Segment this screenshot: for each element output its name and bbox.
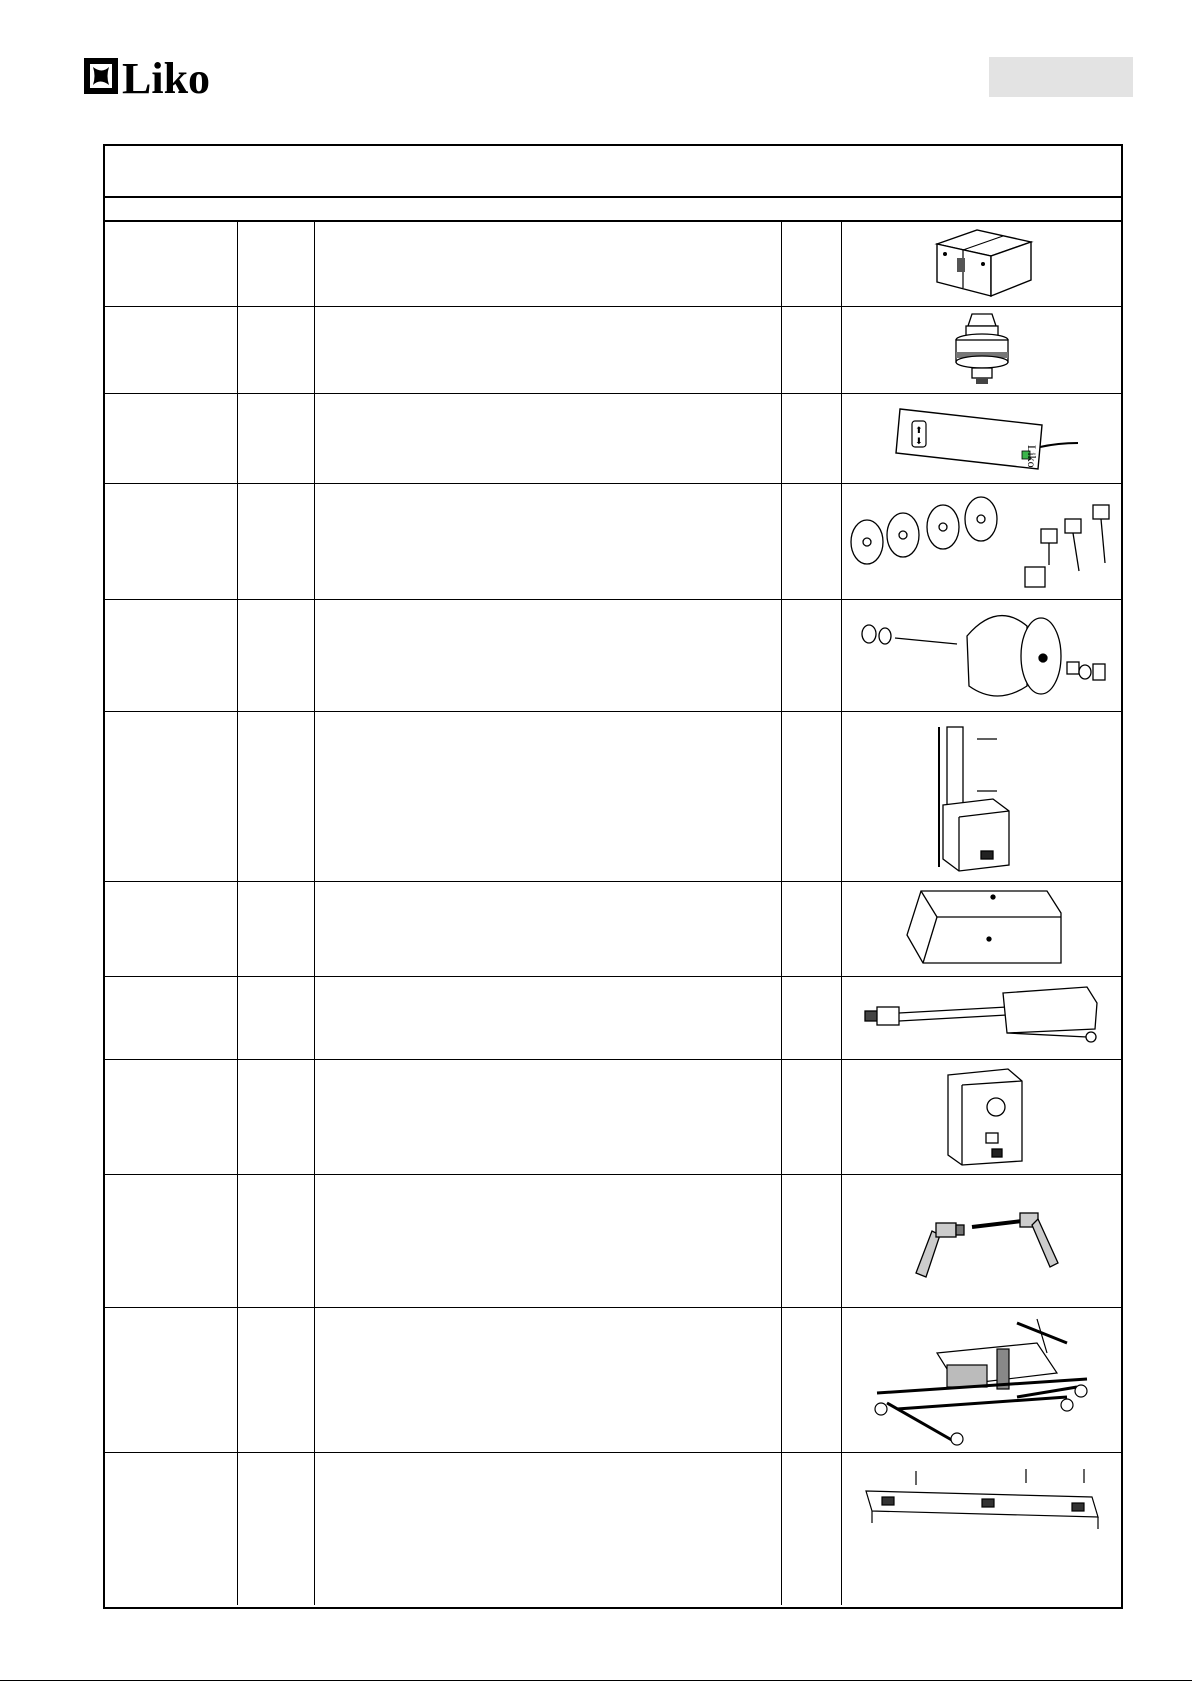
- table-title-row: [105, 146, 1121, 198]
- counterweights-bolts-icon: [842, 484, 1121, 599]
- case-icon: [842, 222, 1121, 306]
- control-box-icon: [842, 1060, 1121, 1174]
- table-row: [105, 222, 1121, 307]
- document-code-box: [989, 57, 1133, 97]
- table-row: [105, 882, 1121, 977]
- table-row: [105, 977, 1121, 1060]
- svg-text:⬇: ⬇: [914, 436, 923, 447]
- svg-text:Liko: Liko: [1024, 444, 1039, 468]
- motor-cover-icon: [842, 882, 1121, 976]
- wall-mounted-unit-icon: [842, 712, 1121, 881]
- svg-text:⬆: ⬆: [914, 425, 923, 436]
- table-row: [105, 1060, 1121, 1175]
- actuator-icon: [842, 977, 1121, 1059]
- table-row: [105, 307, 1121, 394]
- liko-logo-icon: [84, 54, 244, 100]
- lift-chassis-icon: [842, 1308, 1121, 1452]
- table-row: [105, 1453, 1121, 1611]
- table-row: [105, 484, 1121, 600]
- weight-assembly-icon: [842, 600, 1121, 711]
- adjustable-handles-icon: [842, 1175, 1121, 1307]
- liko-logo: [84, 54, 244, 100]
- table-subheader-row: [105, 196, 1121, 222]
- hand-control-icon: [842, 394, 1121, 483]
- table-row: [105, 1175, 1121, 1308]
- parts-table: [103, 144, 1123, 1609]
- table-row: [105, 1308, 1121, 1453]
- footer-divider: [0, 1680, 1192, 1681]
- hook-coupling-icon: [842, 307, 1121, 393]
- svg-text:Liko: Liko: [122, 54, 211, 100]
- table-row: [105, 712, 1121, 882]
- mounting-rail-icon: [842, 1453, 1121, 1611]
- table-row: [105, 394, 1121, 484]
- table-row: [105, 600, 1121, 712]
